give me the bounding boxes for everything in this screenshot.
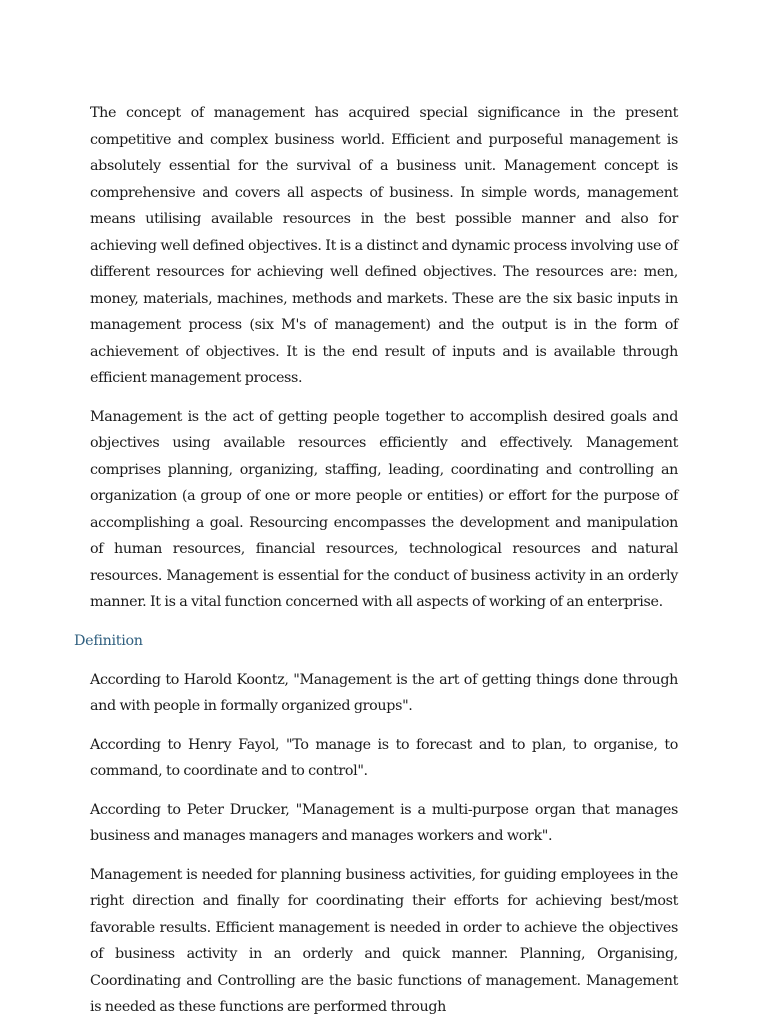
intro-paragraph-2: Management is the act of getting people together to accomplish desired goals and objectives using available resources efficiently and effectively. Management comprises planning, organizing, staffing, leading, coordinating and controlling an organization (a group of one or more people or entities) or effort for the purpose of accomplishing a goal. Resourcing encompasses the development and manipulation of human resources, financial resources, technological resources and natural resources. Management is essential for the conduct of business activity in an orderly manner. It is a vital function concerned with all aspects of working of an enterprise.	[90, 408, 678, 610]
definition-koontz: According to Harold Koontz, "Management is the art of getting things done through and with people in formally organized groups".	[90, 671, 678, 714]
definition-fayol: According to Henry Fayol, "To manage is to forecast and to plan, to organise, to command, to coordinate and to control".	[90, 736, 678, 779]
definition-drucker: According to Peter Drucker, "Management is a multi-purpose organ that manages business and manages managers and manages workers and work".	[90, 801, 678, 844]
management-need-paragraph: Management is needed for planning business activities, for guiding employees in the right direction and finally for coordinating their efforts for achieving best/most favorable results. Efficient management is needed in order to achieve the objectives of business activity in an orderly and quick manner. Planning, Organising, Coordinating and Controlling are the basic functions of management. Management is needed as these functions are performed through	[90, 866, 678, 1015]
intro-paragraph-1: The concept of management has acquired special significance in the present competitive and complex business world. Efficient and purposeful management is absolutely essential for the survival of a business unit. Management concept is comprehensive and covers all aspects of business. In simple words, management means utilising available resources in the best possible manner and also for achieving well defined objectives. It is a distinct and dynamic process involving use of different resources for achieving well defined objectives. The resources are: men, money, materials, machines, methods and markets. These are the six basic inputs in management process (six M's of management) and the output is in the form of achievement of objectives. It is the end result of inputs and is available through efficient management process.	[90, 105, 678, 386]
definition-heading: Definition	[74, 632, 143, 649]
document-body	[74, 100, 678, 1033]
